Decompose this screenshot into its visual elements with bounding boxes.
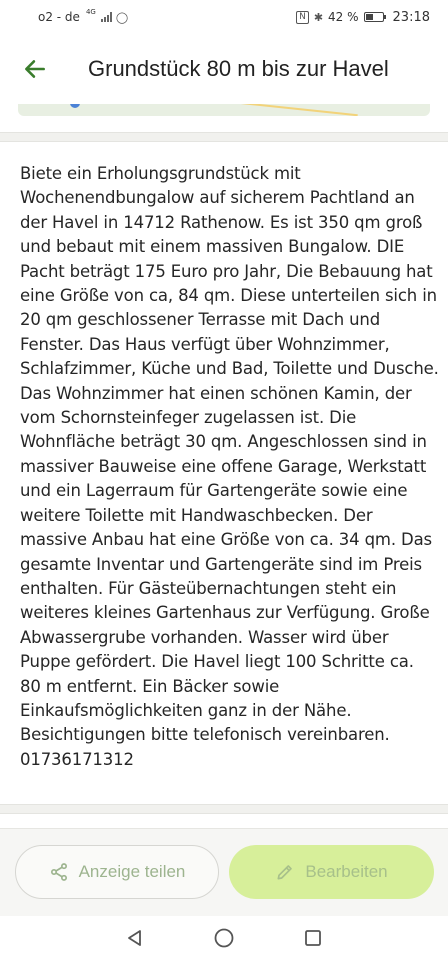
description-line: Wochenendbungalow auf sicherem Pachtland an: [20, 188, 415, 208]
description-line: weitere Toilette mit Handwaschbecken. Der: [20, 505, 373, 525]
arrow-left-icon: [22, 56, 48, 82]
description-line: Biete ein Erholungsgrundstück mit: [20, 164, 301, 183]
description-line: vom Schornsteinfeger zugelassen ist. Die: [20, 408, 357, 428]
description-line: 20 qm geschlossener Terrasse mit Dach und: [20, 310, 381, 330]
description-line: massive Anbau hat eine Größe von ca. 34 qm. Das: [20, 530, 432, 550]
clock: 23:18: [392, 9, 430, 25]
pencil-icon: [275, 862, 295, 882]
description-line: Wohnfläche beträgt 30 qm. Angeschlossen sind in: [20, 432, 427, 452]
description-line: gesamte Inventar und Gartengeräte sind im Preis: [20, 554, 422, 574]
section-divider: [0, 132, 448, 142]
system-nav-bar: [0, 916, 448, 960]
circle-home-icon: [213, 927, 235, 949]
ad-description: [20, 162, 439, 772]
description-line: Abwassergrube vorhanden. Wasser wird über: [20, 627, 389, 647]
edit-label: Bearbeiten: [305, 862, 388, 881]
description-line: 01736171312: [20, 749, 134, 769]
share-icon: [49, 862, 69, 882]
battery-icon: [364, 12, 384, 22]
description-line: Einkaufsmöglichkeiten ganz in der Nähe.: [20, 700, 352, 720]
map-pin-icon: [70, 104, 80, 108]
signal-icon: [101, 12, 112, 22]
status-bar: [0, 0, 448, 34]
triangle-back-icon: [125, 928, 145, 948]
description-line: Fenster. Das Haus verfügt über Wohnzimmer,: [20, 334, 390, 354]
status-left: [38, 10, 128, 24]
battery-level: [366, 14, 373, 20]
share-ad-button[interactable]: [15, 845, 219, 899]
nfc-icon: N: [296, 11, 309, 24]
page-title: Grundstück 80 m bis zur Havel: [88, 56, 389, 81]
description-line: Das Wohnzimmer hat einen schönen Kamin, der: [20, 383, 412, 403]
description-line: Pacht beträgt 175 Euro pro Jahr, Die Bebauung hat: [20, 261, 433, 281]
nav-back-button[interactable]: [120, 923, 150, 953]
description-line: enthalten. Für Gästeübernachtungen steht ein: [20, 578, 397, 598]
battery-percent: 42 %: [328, 10, 359, 24]
back-button[interactable]: [6, 34, 64, 104]
square-recents-icon: [303, 928, 323, 948]
map-preview[interactable]: [18, 104, 430, 116]
description-line: massiver Bauweise eine offene Garage, Werkstatt: [20, 456, 427, 476]
app-bar: [0, 34, 448, 104]
description-line: Besichtigungen bitte telefonisch vereinbaren.: [20, 725, 390, 745]
share-ad-label: Anzeige teilen: [78, 862, 186, 881]
map-road: [238, 104, 358, 116]
description-line: und ein Lagerraum für Gartengeräte sowie eine: [20, 481, 408, 501]
description-line: der Havel in 14712 Rathenow. Es ist 350 qm groß: [20, 212, 423, 232]
nav-recents-button[interactable]: [298, 923, 328, 953]
description-line: Schlafzimmer, Küche und Bad, Toilette und Dusche.: [20, 359, 439, 379]
bluetooth-icon: ✱: [313, 10, 324, 24]
edit-button[interactable]: [229, 845, 434, 899]
description-line: und bebaut mit einem massiven Bungalow. DIE: [20, 237, 405, 257]
status-right: [296, 10, 430, 25]
carrier-label: o2 - de: [38, 10, 80, 24]
description-line: eine Größe von ca, 84 qm. Diese unterteilen sich in: [20, 286, 437, 306]
network-type: 4G: [85, 8, 96, 16]
action-bar: [0, 828, 448, 916]
description-line: Puppe gefördert. Die Havel liegt 100 Schritte ca.: [20, 652, 414, 672]
nav-home-button[interactable]: [209, 923, 239, 953]
data-saver-icon: ◯: [115, 10, 129, 24]
description-line: weiteres kleines Gartenhaus zur Verfügung. Große: [20, 603, 430, 623]
section-divider: [0, 804, 448, 814]
description-line: 80 m entfernt. Ein Bäcker sowie: [20, 676, 280, 696]
